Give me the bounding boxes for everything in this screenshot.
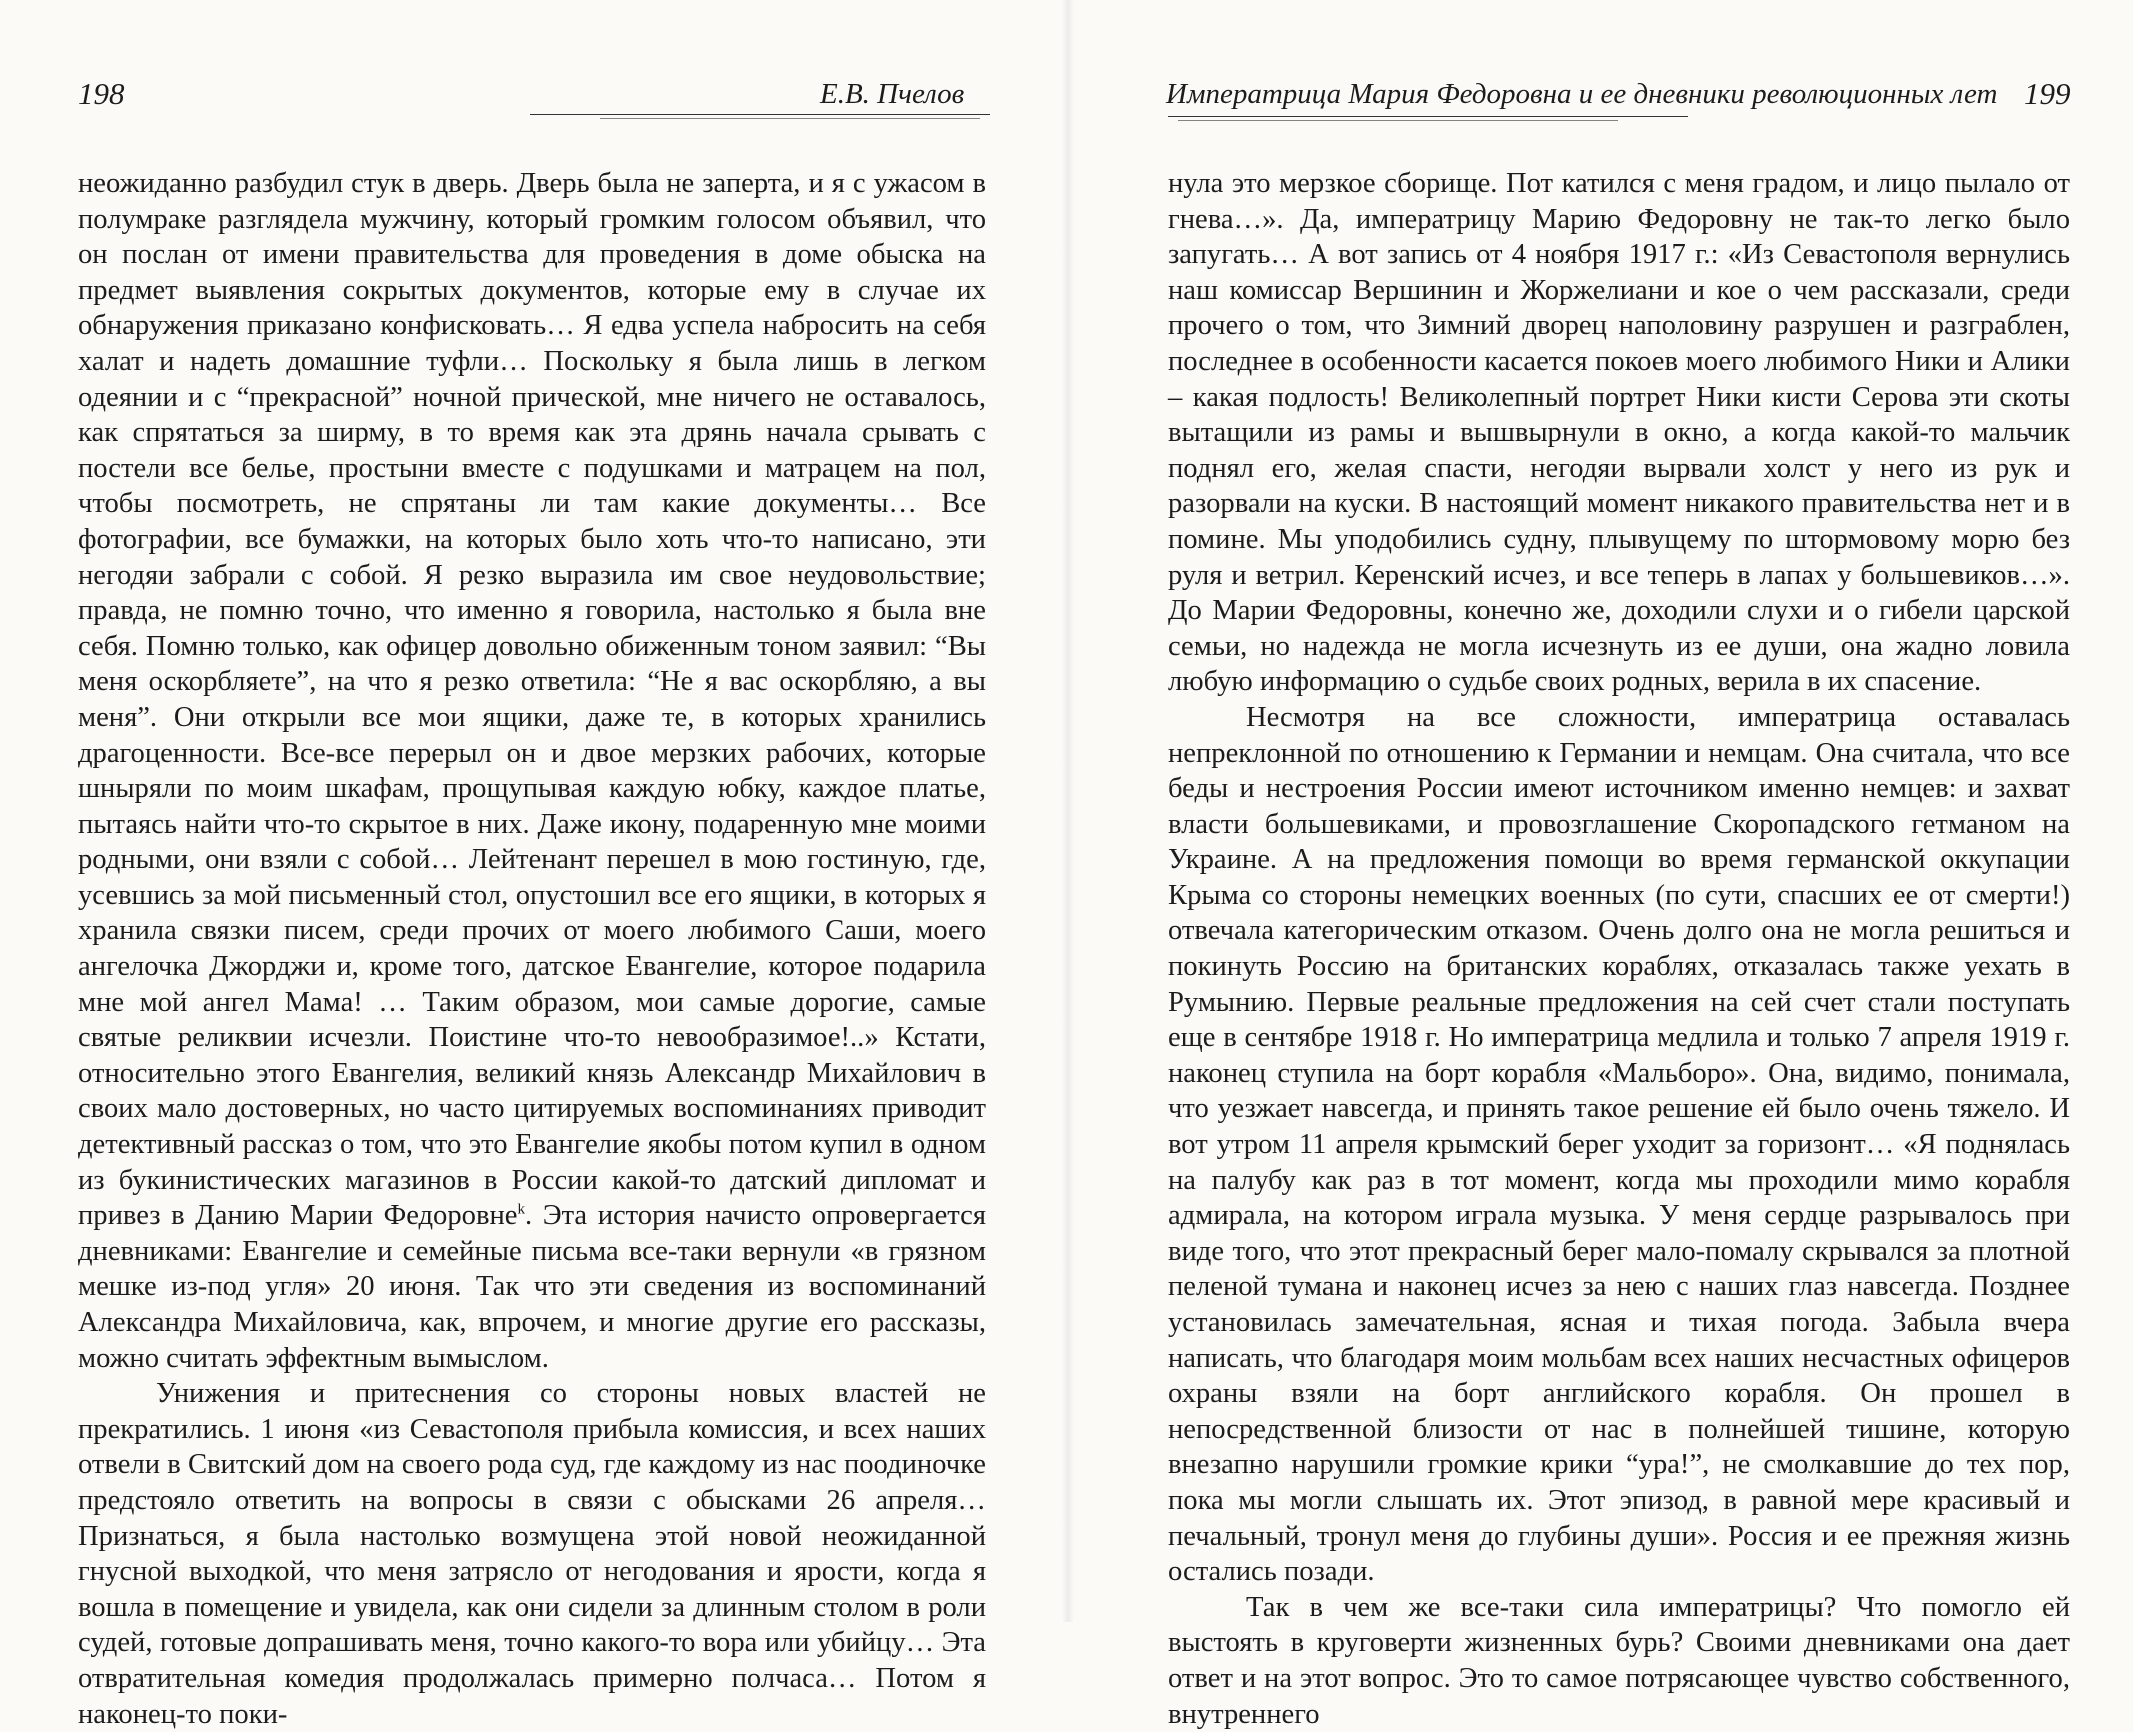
right-page — [1066, 0, 2133, 1730]
footnote-mark: k — [517, 1201, 525, 1218]
right-paragraph-1: нула это мерзкое сборище. Пот катился с меня градом, и лицо пылало от гнева…». Да, императрицу Марию Федоровну не так-то легко было запугать… А вот запись от 4 ноября 1917 г.: «Из Севастополя вернулись наш комиссар Вершинин и Жоржелиани и кое о чем рассказали, среди прочего о том, что Зимний дворец наполовину разрушен и разграблен, последнее в особенности касается покоев моего любимого Ники и Алики – какая подлость! Великолепный портрет Ники кисти Серова эти скоты вытащили из рамы и вышвырнули в окно, а когда какой-то мальчик поднял его, желая спасти, негодяи вырвали холст у него из рук и разорвали на куски. В настоящий момент никакого правительства нет и в помине. Мы уподобились судну, плывущему по штормовому морю без руля и ветрил. Керенский исчез, и все теперь в лапах у большевиков…». До Марии Федоровны, конечно же, доходили слухи и о гибели царской семьи, но надежда не могла исчезнуть из ее души, она жадно ловила любую информацию о судьбе своих родных, верила в их спасение. — [1168, 168, 2070, 698]
left-running-head: Е.В. Пчелов — [820, 78, 965, 110]
left-paragraph-1-text: неожиданно разбудил стук в дверь. Дверь была не заперта, и я с ужасом в полумраке разглядела мужчину, который громким голосом объявил, что он послан от имени правительства для проведения в доме обыска на предмет выявления сокрытых документов, которые ему в случае их обнаружения приказано конфисковать… Я едва успела набросить на себя халат и надеть домашние туфли… Поскольку я была лишь в легком одеянии и с “прекрасной” ночной прической, мне ничего не оставалось, как спрятаться за ширму, в то время как эта дрянь начала срывать с постели все белье, простыни вместе с подушками и матрацем на пол, чтобы посмотреть, не спрятаны ли там какие документы… Все фотографии, все бумажки, на которых было хоть что-то написано, эти негодяи забрали с собой. Я резко выразила им свое неудовольствие; правда, не помню точно, что именно я говорила, настолько я была вне себя. Помню только, как офицер довольно обиженным тоном заявил: “Вы меня оскорбляете”, на что я резко ответила: “Не я вас оскорбляю, а вы меня”. Они открыли все мои ящики, даже те, в которых хранились драгоценности. Все-все перерыл он и двое мерзких рабочих, которые шныряли по моим шкафам, прощупывая каждую юбку, каждое платье, пытаясь найти что-то скрытое в них. Даже икону, подаренную мне моими родными, они взяли с собой… Лейтенант перешел в мою гостиную, где, усевшись за мой письменный стол, опустошил все его ящики, в которых я хранила связки писем, среди прочих от моего любимого Саши, моего ангелочка Джорджи и, кроме того, датское Евангелие, которое подарила мне мой ангел Мама! … Таким образом, мои самые дорогие, самые святые реликвии исчезли. Поистине что-то невообразимое!..» Кстати, относительно этого Евангелия, великий князь Александр Михайлович в своих мало достоверных, но часто цитируемых воспоминаниях приводит детективный рассказ о том, что это Евангелие якобы потом купил в одном из букинистических магазинов в России какой-то датский дипломат и привез в Данию Марии Федоровне — [78, 168, 986, 1232]
left-paragraph-2: Унижения и притеснения со стороны новых властей не прекратились. 1 июня «из Севастополя прибыла комиссия, и всех наших отвели в Свитский дом на своего рода суд, где каждому из нас поодиночке предстояло ответить на вопросы в связи с обысками 26 апреля… Признаться, я была настолько возмущена этой новой неожиданной гнусной выходкой, что меня затрясло от негодования и ярости, когда я вошла в помещение и увидела, как они сидели за длинным столом в роли судей, готовые допрашивать меня, точно какого-то вора или убийцу… Эта отвратительная комедия продолжалась примерно полчаса… Потом я наконец-то поки- — [78, 1378, 986, 1730]
left-header-rule — [530, 114, 990, 115]
right-running-head: Императрица Мария Федоровна и ее дневники революционных лет — [1166, 78, 1998, 110]
right-header-rule-thin — [1178, 120, 1618, 121]
left-header-rule-thin — [600, 118, 980, 119]
left-paragraph-1 — [78, 166, 986, 1376]
left-paragraph-1-tail: . Эта история начисто опровергается дневниками: Евангелие и семейные письма все-таки вернули «в грязном мешке из-под угля» 20 июня. Так что эти сведения из воспоминаний Александра Михайловича, как, впрочем, и многие другие его рассказы, можно считать эффектным вымыслом. — [78, 1200, 986, 1374]
left-page — [0, 0, 1066, 1730]
right-paragraph-2: Несмотря на все сложности, императрица оставалась непреклонной по отношению к Германии и немцам. Она считала, что все беды и нестроения России имеют источником именно немцев: и захват власти большевиками, и провозглашение Скоропадского гетманом на Украине. А на предложения помощи во время германской оккупации Крыма со стороны немецких военных (по сути, спасших ее от смерти!) отвечала категорическим отказом. Очень долго она не могла решиться и покинуть Россию на британских кораблях, отказалась также уехать в Румынию. Первые реальные предложения на сей счет стали поступать еще в сентябре 1918 г. Но императрица медлила и только 7 апреля 1919 г. наконец ступила на борт корабля «Мальборо». Она, видимо, понимала, что уезжает навсегда, и принять такое решение ей было очень тяжело. И вот утром 11 апреля крымский берег уходит за горизонт… «Я поднялась на палубу как раз в тот момент, когда мы проходили мимо корабля адмирала, на котором играла музыка. У меня сердце разрывалось при виде того, что этот прекрасный берег мало-помалу скрывался за плотной пеленой тумана и наконец исчез за нею с наших глаз навсегда. Позднее установилась замечательная, ясная и тихая погода. Забыла вчера написать, что благодаря моим мольбам всех наших несчастных офицеров охраны взяли на борт английского корабля. Он прошел в непосредственной близости от нас в полнейшей тишине, которую внезапно нарушили громкие крики “ура!”, не смолкавшие до тех пор, пока мы могли слышать их. Этот эпизод, в равной мере красивый и печальный, тронул меня до глубины души». Россия и ее прежняя жизнь остались позади. — [1168, 701, 2070, 1588]
right-body-text — [1168, 166, 2070, 1732]
right-paragraph-3: Так в чем же все-таки сила императрицы? Что помогло ей выстоять в круговерти жизненных бурь? Своими дневниками она дает ответ и на этот вопрос. Это то самое потрясающее чувство собственного, внутреннего — [1168, 1591, 2070, 1730]
left-body-text — [78, 166, 986, 1732]
left-page-number: 198 — [78, 76, 125, 111]
right-header-rule — [1168, 116, 1688, 117]
right-page-number: 199 — [2024, 76, 2071, 111]
